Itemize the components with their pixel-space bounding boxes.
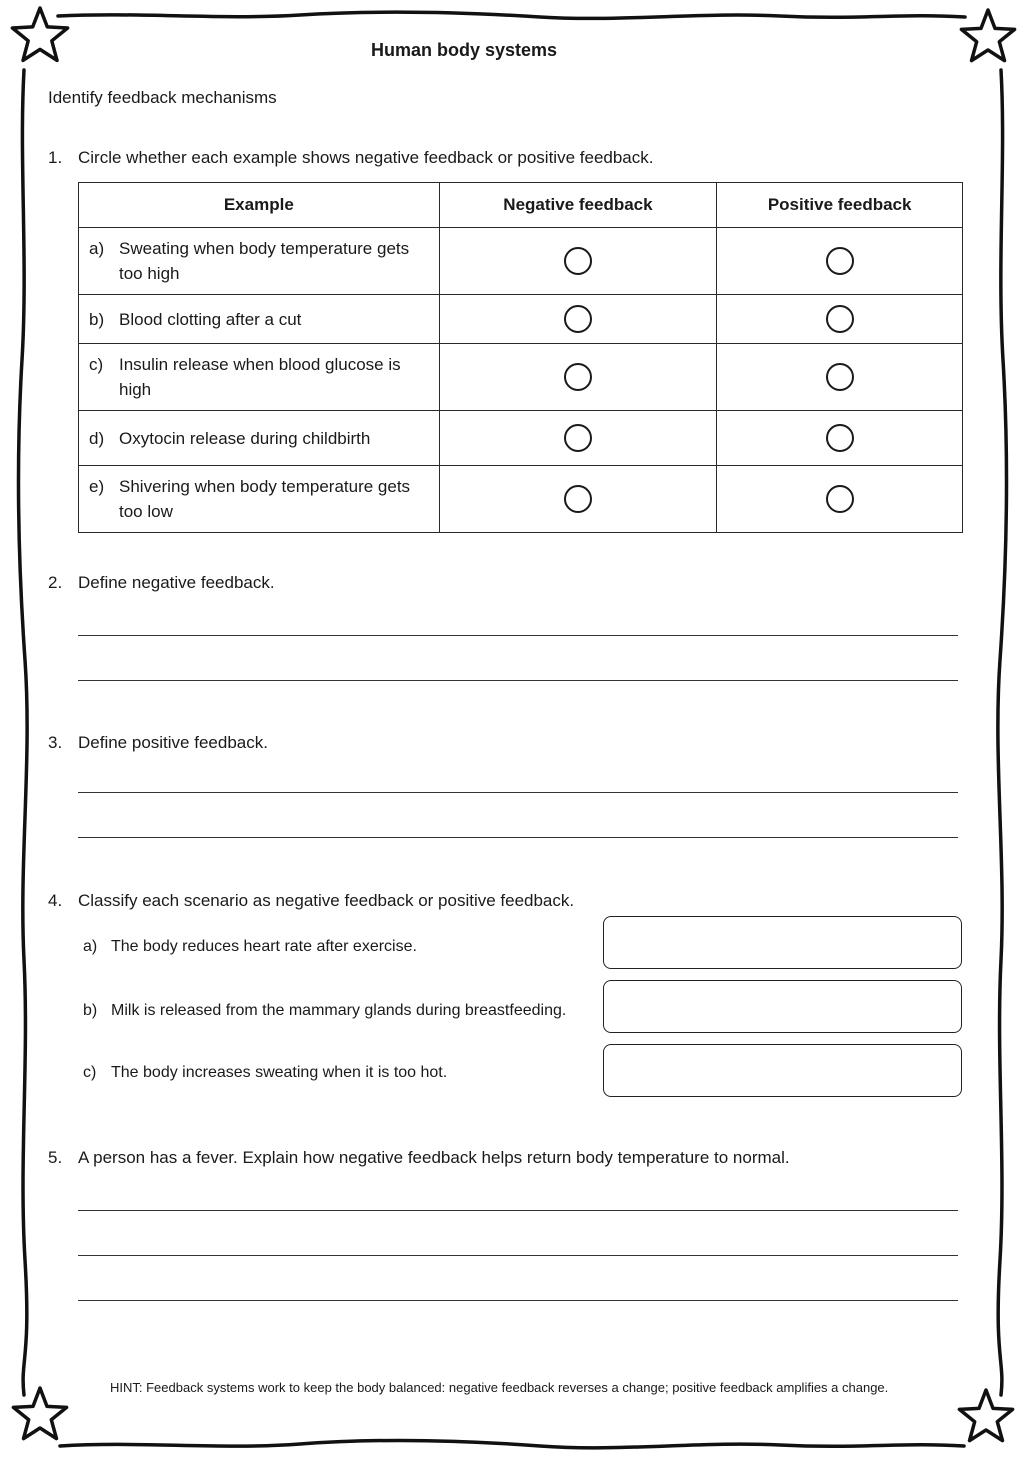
header-example: Example [79,183,440,228]
star-icon [13,1388,66,1439]
question-prompt: A person has a fever. Explain how negative feedback helps return body temperature to normal. [78,1148,790,1167]
positive-cell [717,466,963,533]
row-text: Insulin release when blood glucose is high [119,355,401,399]
positive-cell [717,295,963,344]
question-1 [48,148,654,168]
answer-box[interactable] [603,916,962,969]
header-negative: Negative feedback [439,183,717,228]
answer-line[interactable] [78,792,958,793]
row-text: Sweating when body temperature gets too high [119,239,410,283]
question-number: 3. [48,733,63,752]
table-row [79,295,963,344]
scenario-letter: b) [83,1002,98,1019]
negative-choice-circle[interactable] [564,424,592,452]
table-row [79,228,963,295]
question-number: 5. [48,1148,63,1167]
scenario-item [83,1064,447,1082]
negative-cell [439,344,717,411]
example-cell [79,228,440,295]
question-3 [48,733,268,753]
negative-choice-circle[interactable] [564,363,592,391]
row-text: Blood clotting after a cut [119,309,302,329]
row-letter: b) [89,309,105,329]
scenario-text: Milk is released from the mammary glands during breastfeeding. [111,1002,567,1019]
page-title: Human body systems [370,40,558,60]
question-prompt: Circle whether each example shows negative feedback or positive feedback. [78,148,654,167]
answer-line[interactable] [78,1210,958,1211]
table-row [79,344,963,411]
question-number: 2. [48,573,63,592]
question-5 [48,1148,790,1168]
example-cell [79,344,440,411]
hint-text: HINT: Feedback systems work to keep the body balanced: negative feedback reverses a change; positive feedback amplifies a change. [110,1380,889,1395]
page-subtitle: Identify feedback mechanisms [48,88,277,107]
question-prompt: Define negative feedback. [78,573,275,592]
star-icon [959,1390,1012,1441]
example-cell [79,411,440,466]
table-row [79,466,963,533]
question-prompt: Define positive feedback. [78,733,268,752]
positive-choice-circle[interactable] [826,485,854,513]
positive-cell [717,228,963,295]
negative-cell [439,228,717,295]
example-cell [79,295,440,344]
question-2 [48,573,275,593]
scenario-text: The body reduces heart rate after exercise. [111,938,417,955]
negative-choice-circle[interactable] [564,305,592,333]
question-prompt: Classify each scenario as negative feedback or positive feedback. [78,891,575,910]
positive-cell [717,344,963,411]
answer-line[interactable] [78,1300,958,1301]
scenario-item [83,1002,566,1020]
row-letter: e) [89,477,105,496]
question-number: 4. [48,891,63,910]
answer-line[interactable] [78,635,958,636]
table-row [79,411,963,466]
header-positive: Positive feedback [717,183,963,228]
negative-cell [439,466,717,533]
row-letter: a) [89,239,105,258]
row-letter: d) [89,428,105,448]
scenario-text: The body increases sweating when it is too hot. [111,1064,448,1081]
row-text: Oxytocin release during childbirth [119,428,371,448]
star-icon [961,10,1014,61]
example-cell [79,466,440,533]
positive-choice-circle[interactable] [826,363,854,391]
row-letter: c) [89,355,104,374]
answer-box[interactable] [603,980,962,1033]
answer-line[interactable] [78,1255,958,1256]
positive-choice-circle[interactable] [826,305,854,333]
question-number: 1. [48,148,63,167]
positive-choice-circle[interactable] [826,247,854,275]
question-4 [48,891,574,911]
row-text: Shivering when body temperature gets too low [119,477,411,521]
negative-choice-circle[interactable] [564,485,592,513]
positive-cell [717,411,963,466]
answer-box[interactable] [603,1044,962,1097]
scenario-letter: c) [83,1064,97,1081]
scenario-letter: a) [83,938,98,955]
answer-line[interactable] [78,837,958,838]
negative-cell [439,411,717,466]
answer-line[interactable] [78,680,958,681]
table-header-row [79,183,963,228]
negative-choice-circle[interactable] [564,247,592,275]
scenario-item [83,938,417,956]
negative-cell [439,295,717,344]
positive-choice-circle[interactable] [826,424,854,452]
feedback-table [78,182,963,533]
